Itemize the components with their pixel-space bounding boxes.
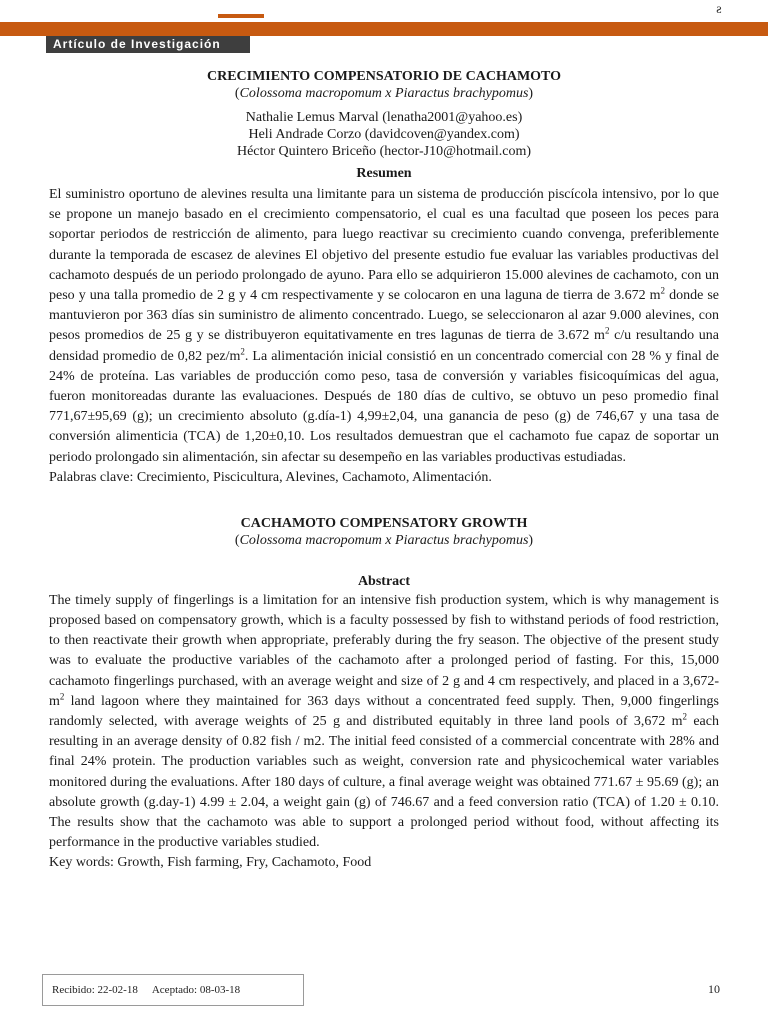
english-subtitle: (Colossoma macropomum x Piaractus brachypomus) <box>234 532 534 548</box>
header-accent-line <box>218 14 264 18</box>
english-species: Colossoma macropomum x Piaractus brachypomus <box>239 532 529 548</box>
author-1: Nathalie Lemus Marval (lenatha2001@yahoo.es) <box>245 110 523 125</box>
spanish-subtitle: (Colossoma macropomum x Piaractus brachypomus) <box>234 86 534 101</box>
article-content <box>49 68 719 873</box>
spanish-keywords: Palabras clave: Crecimiento, Piscicultura, Alevines, Cachamoto, Alimentación. <box>49 469 492 485</box>
spanish-title: CRECIMIENTO COMPENSATORIO DE CACHAMOTO <box>206 69 562 84</box>
resumen-heading: Resumen <box>356 166 412 181</box>
accepted-date: Aceptado: 08-03-18 <box>151 984 241 996</box>
abstract-heading: Abstract <box>357 573 411 589</box>
spanish-species: Colossoma macropomum x Piaractus brachypomus <box>239 86 529 101</box>
author-3: Héctor Quintero Briceño (hector-J10@hotmail.com) <box>236 144 532 159</box>
received-accepted-box <box>42 974 304 1006</box>
english-title: CACHAMOTO COMPENSATORY GROWTH <box>240 515 528 531</box>
page-number: 10 <box>708 982 720 996</box>
resumen-body: El suministro oportuno de alevines resulta una limitante para un sistema de producción piscícola intensivo, por lo que se propone un manejo basado en el crecimiento compensatorio, el cual es una facultad que poseen los peces para soportar periodos de restricción de alimento, para luego reactivar su crecimiento cuando convenga, preferiblemente durante la temporada de escasez de alevines El objetivo del presente estudio fue evaluar las variables productivas del cachamoto después de un periodo prolongado de ayuno. Para ello se adquirieron 15.000 alevines de cachamoto, con un peso y una talla promedio de 2 g y 4 cm respectivamente y se colocaron en una laguna de tierra de 3.672 $m^2$ donde se mantuvieron por 363 días sin suministro de alimento concentrado. Luego, se seleccionaron al azar 9.000 alevines, con pesos promedios de 25 g y se distribuyeron equitativamente en tres lagunas de tierra de 3.672 $m^2$ c/u resultando una densidad promedio de 0,82 pez/$m^2$. La alimentación inicial consistió en un concentrado comercial con 28 % y final de 24% de proteína. Las variables de producción como peso, tasa de conversión y variables fisicoquímicas del agua, fueron monitoreadas durante las evaluaciones. Después de 180 días de cultivo, se obtuvo un peso promedio final 771,67±95,69 (g); un crecimiento absoluto (g.día-1) 4,99±2,04, una ganancia de peso (g) de 746,67 y una tasa de conversión alimenticia (TCA) de 1,20±0,10. Los resultados demuestran que el cachamoto fue capaz de soportar un periodo prolongado sin alimentación, sin afectar su desempeño en las variables productivas estudiadas. <box>49 187 720 465</box>
header-bar <box>0 22 768 36</box>
section-label: Artículo de Investigación <box>46 36 250 53</box>
abstract-body: The timely supply of fingerlings is a limitation for an intensive fish production system, which is why management is proposed based on compensatory growth, which is a faculty possessed by fish to withstand periods of food restriction, to then reactivate their growth when appropriate, preferably during the fry season. The objective of the present study was to evaluate the productive variables of the cachamoto after a prolonged period of fasting. For this, 15,000 cachamoto fingerlings purchased, with an average weight and size of 2 g and 4 cm respectively, and placed in a $3,672-m^2$ land lagoon where they maintained for 363 days without a concentrated feed supply. Then, 9,000 fingerlings randomly selected, with average weights of 25 g and distributed equitably in three land pools of 3,672 $m^2$ each resulting in an average density of 0.82 fish / m2. The initial feed consisted of a commercial concentrate with 28% and final 24% protein. The production variables such as weight, conversion rate and physicochemical water variables monitored during the evaluations. After 180 days of culture, a final average weight was obtained 771.67 ± 95.69 (g); an absolute growth (g.day-1) 4.99 ± 2.04, a weight gain (g) of 746.67 and a feed conversion ratio (TCA) of 1.20 ± 0.10. The results show that the cachamoto was able to support a prolonged period without food, without affecting its performance in the productive variables studied. <box>49 592 719 851</box>
english-keywords: Key words: Growth, Fish farming, Fry, Cachamoto, Food <box>49 855 372 871</box>
journal-logo-icon: ƨ <box>716 2 722 17</box>
author-2: Heli Andrade Corzo (davidcoven@yandex.com) <box>248 127 520 142</box>
author-list <box>49 109 719 160</box>
received-date: Recibido: 22-02-18 <box>52 984 138 996</box>
